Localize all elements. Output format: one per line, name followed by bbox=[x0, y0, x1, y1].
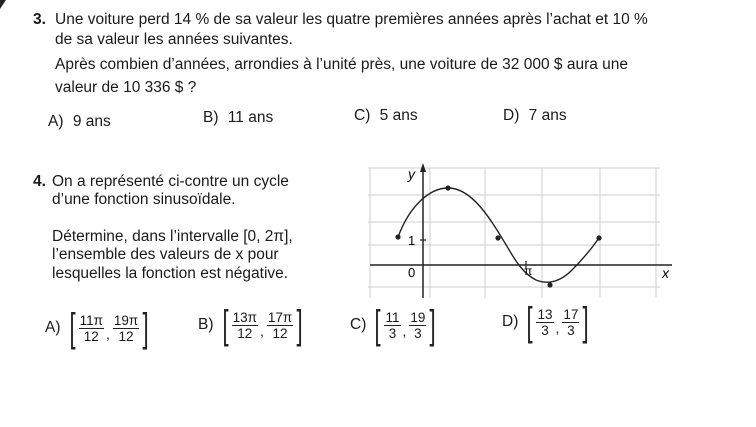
page-corner-mark bbox=[0, 0, 6, 9]
q4-choice-c[interactable] bbox=[350, 305, 439, 345]
bracket-close: ] bbox=[296, 303, 303, 347]
q3-choice-a-text: 9 ans bbox=[72, 113, 111, 130]
question-3-line-2: de sa valeur les années suivantes. bbox=[55, 31, 293, 48]
question-3-number: 3. bbox=[33, 11, 46, 28]
q4-choice-a[interactable] bbox=[45, 308, 151, 348]
sinusoid-graph bbox=[360, 160, 680, 300]
denominator: 3 bbox=[388, 325, 397, 341]
question-3-line-1: Une voiture perd 14 % de sa valeur les quatre premières années après l’achat et 10 % bbox=[55, 11, 648, 28]
question-4-line-3: Détermine, dans l’intervalle [0, 2π], bbox=[52, 228, 293, 245]
q4-choice-a-label: A) bbox=[45, 319, 61, 336]
q3-choice-c-text: 5 ans bbox=[379, 107, 418, 124]
bracket-close: ] bbox=[582, 300, 590, 344]
numerator: 13π bbox=[232, 309, 257, 325]
bracket-open: [ bbox=[222, 303, 229, 347]
y-axis-label: y bbox=[408, 166, 415, 182]
curve-start-point bbox=[395, 234, 400, 239]
bracket-close: ] bbox=[142, 306, 149, 350]
curve-mid-point bbox=[495, 235, 500, 240]
bracket-open: [ bbox=[526, 300, 533, 344]
denominator: 3 bbox=[414, 325, 422, 341]
numerator: 19π bbox=[113, 312, 139, 328]
q4-choice-d[interactable] bbox=[502, 302, 592, 342]
q4-choice-b-label: B) bbox=[198, 316, 214, 333]
numerator: 19 bbox=[410, 309, 426, 325]
fraction-2 bbox=[113, 313, 139, 344]
fraction-2 bbox=[562, 307, 579, 338]
origin-label: 0 bbox=[408, 265, 416, 280]
comma: , bbox=[402, 323, 407, 339]
q4-choice-d-label: D) bbox=[502, 313, 519, 330]
q3-choice-d[interactable] bbox=[503, 106, 567, 126]
comma: , bbox=[555, 320, 560, 336]
question-4-line-1: On a représenté ci-contre un cycle bbox=[52, 173, 289, 190]
bracket-open: [ bbox=[374, 303, 381, 347]
fraction-2 bbox=[267, 310, 293, 341]
q3-choice-c[interactable] bbox=[354, 106, 418, 126]
question-4-line-5: lesquelles la fonction est négative. bbox=[52, 265, 289, 282]
numerator: 11π bbox=[79, 312, 103, 328]
q3-choice-b-label: B) bbox=[203, 109, 219, 126]
denominator: 12 bbox=[118, 328, 134, 344]
fraction-2 bbox=[409, 310, 426, 341]
q4-choice-c-label: C) bbox=[350, 316, 367, 333]
q3-choice-d-text: 7 ans bbox=[528, 107, 567, 124]
denominator: 12 bbox=[83, 328, 99, 344]
fraction-1 bbox=[384, 310, 400, 341]
tick-label-pi: π bbox=[524, 264, 533, 278]
x-axis-label: x bbox=[662, 265, 669, 281]
curve-min-point bbox=[547, 282, 552, 287]
numerator: 13 bbox=[537, 306, 553, 322]
bracket-close: ] bbox=[429, 303, 437, 347]
fraction-1 bbox=[79, 313, 104, 344]
denominator: 3 bbox=[567, 322, 575, 338]
sinusoid-curve bbox=[398, 188, 599, 282]
question-4-line-2: d’une fonction sinusoïdale. bbox=[52, 191, 236, 208]
numerator: 11 bbox=[385, 309, 400, 325]
question-3-line-4: valeur de 10 336 $ ? bbox=[55, 79, 197, 96]
denominator: 3 bbox=[541, 322, 549, 338]
q3-choice-a-label: A) bbox=[48, 113, 64, 130]
question-4-line-4: l’ensemble des valeurs de x pour bbox=[52, 246, 279, 263]
comma: , bbox=[259, 323, 264, 339]
q3-choice-d-label: D) bbox=[503, 107, 520, 124]
question-4-number: 4. bbox=[33, 173, 46, 190]
q4-choice-b[interactable] bbox=[198, 305, 305, 345]
curve-end-point bbox=[596, 235, 601, 240]
q3-choice-a[interactable] bbox=[48, 112, 111, 132]
fraction-1 bbox=[232, 310, 258, 341]
q3-choice-c-label: C) bbox=[354, 107, 371, 124]
question-3-line-3: Après combien d’années, arrondies à l’unité près, une voiture de 32 000 $ aura une bbox=[55, 56, 629, 73]
curve-max-point bbox=[445, 185, 450, 190]
bracket-open: [ bbox=[69, 306, 76, 350]
numerator: 17π bbox=[267, 309, 293, 325]
denominator: 12 bbox=[237, 325, 253, 341]
tick-label-one: 1 bbox=[408, 233, 416, 248]
numerator: 17 bbox=[563, 306, 579, 322]
q3-choice-b-text: 11 ans bbox=[227, 109, 274, 126]
q3-choice-b[interactable] bbox=[203, 108, 273, 128]
fraction-1 bbox=[536, 307, 553, 338]
denominator: 12 bbox=[272, 325, 288, 341]
comma: , bbox=[105, 326, 110, 342]
